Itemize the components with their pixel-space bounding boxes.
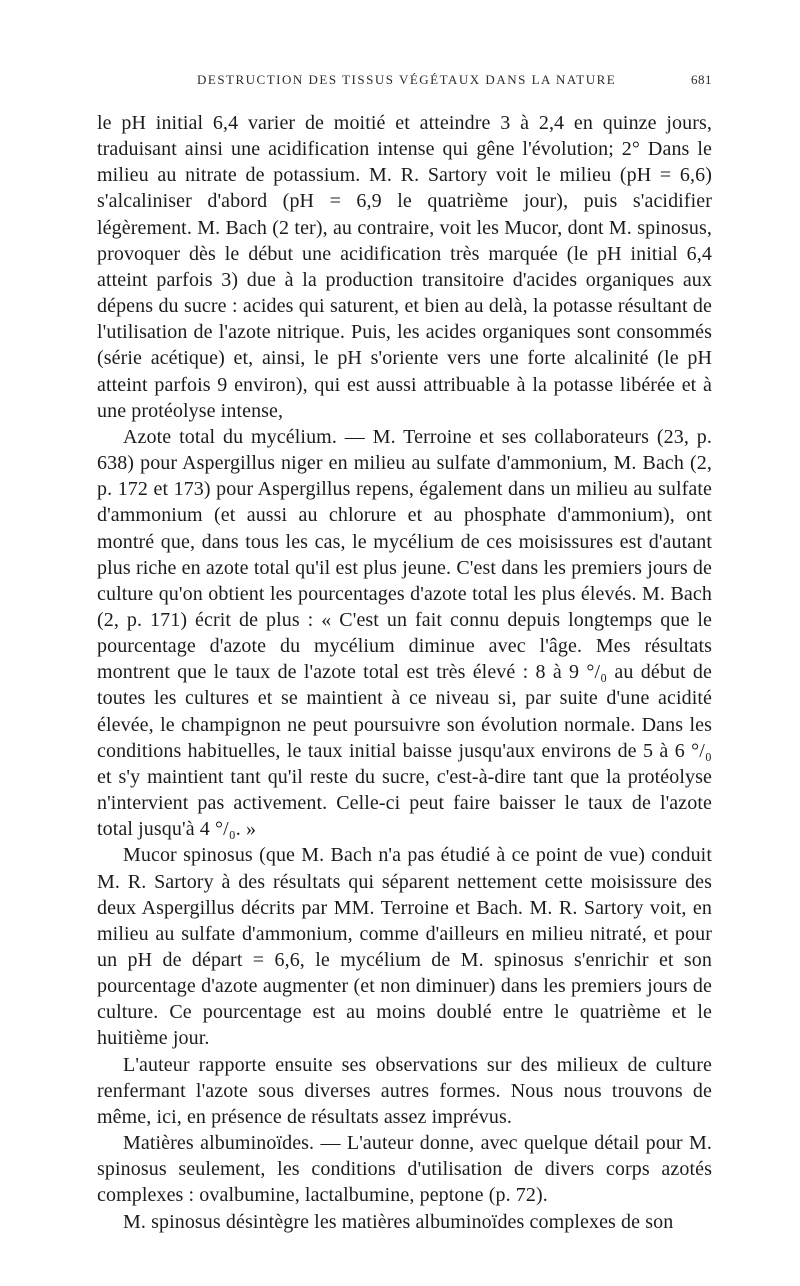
paragraph-azote-total: Azote total du mycélium. — M. Terroine et ses collaborateurs (23, p. 638) pour Aspergillus niger en milieu au sulfate d'ammonium, M. Bach (2, p. 172 et 173) pour Aspergillus repens, également dans un milieu au sulfate d'ammonium (et aussi au chlorure et au phosphate d'ammonium), ont montré que, dans tous les cas, le mycélium de ces moisissures est d'autant plus riche en azote total qu'il est plus jeune. C'est dans les premiers jours de culture qu'on obtient les pourcentages d'azote total les plus élevés. M. Bach (2, p. 171) écrit de plus : « C'est un fait connu depuis longtemps que le pourcentage d'azote du mycélium diminue avec l'âge. Mes résultats montrent que le taux de l'azote total est très élevé : 8 à 9 °/₀ au début de toutes les cultures et se maintient à ce niveau si, par suite d'une acidité élevée, le champignon ne peut poursuivre son évolution normale. Dans les conditions habituelles, le taux initial baisse jusqu'aux environs de 5 à 6 °/₀ et s'y maintient tant qu'il reste du sucre, c'est-à-dire tant que la protéolyse n'intervient pas activement. Celle-ci peut faire baisser le taux de l'azote total jusqu'à 4 °/₀. »	[97, 425, 712, 841]
paragraph-mucor-spinosus: Mucor spinosus (que M. Bach n'a pas étudié à ce point de vue) conduit M. R. Sartory à des résultats qui séparent nettement cette moisissure des deux Aspergillus décrits par MM. Terroine et Bach. M. R. Sartory voit, en milieu au sulfate d'ammonium, comme d'ailleurs en milieu nitraté, et pour un pH de départ = 6,6, le mycélium de M. spinosus s'enrichir et son pourcentage d'azote augmenter (et non diminuer) dans les premiers jours de culture. Ce pourcentage est au moins doublé entre le quatrième et le huitième jour.	[97, 844, 712, 1050]
body-text	[97, 110, 712, 1235]
paragraph-desintegration: M. spinosus désintègre les matières albuminoïdes complexes de son	[123, 1210, 674, 1233]
running-title: DESTRUCTION DES TISSUS VÉGÉTAUX DANS LA NATURE	[197, 72, 617, 87]
paragraph-autres-formes: L'auteur rapporte ensuite ses observations sur des milieux de culture renfermant l'azote sous diverses autres formes. Nous nous trouvons de même, ici, en présence de résultats assez imprévus.	[97, 1053, 712, 1128]
paragraph-matieres-albuminoides: Matières albuminoïdes. — L'auteur donne, avec quelque détail pour M. spinosus seulement, les conditions d'utilisation de divers corps azotés complexes : ovalbumine, lactalbumine, peptone (p. 72).	[97, 1132, 712, 1207]
paragraph-ph-evolution: le pH initial 6,4 varier de moitié et atteindre 3 à 2,4 en quinze jours, traduisant ainsi une acidification intense qui gêne l'évolution; 2° Dans le milieu au nitrate de potassium. M. R. Sartory voit le milieu (pH = 6,6) s'alcaliniser d'abord (pH = 6,9 le quatrième jour), puis s'acidifier légèrement. M. Bach (2 ter), au contraire, voit les Mucor, dont M. spinosus, provoquer dès le début une acidification très marquée (le pH initial 6,4 atteint parfois 3) due à la production transitoire d'acides organiques aux dépens du sucre : acides qui saturent, et bien au delà, la potasse résultant de l'utilisation de l'azote nitrique. Puis, les acides organiques sont consommés (série acétique) et, ainsi, le pH s'oriente vers une forte alcalinité (le pH atteint parfois 9 environ), qui est aussi attribuable à la potasse libérée et à une protéolyse intense,	[97, 112, 712, 422]
page-number: 681	[691, 72, 712, 87]
